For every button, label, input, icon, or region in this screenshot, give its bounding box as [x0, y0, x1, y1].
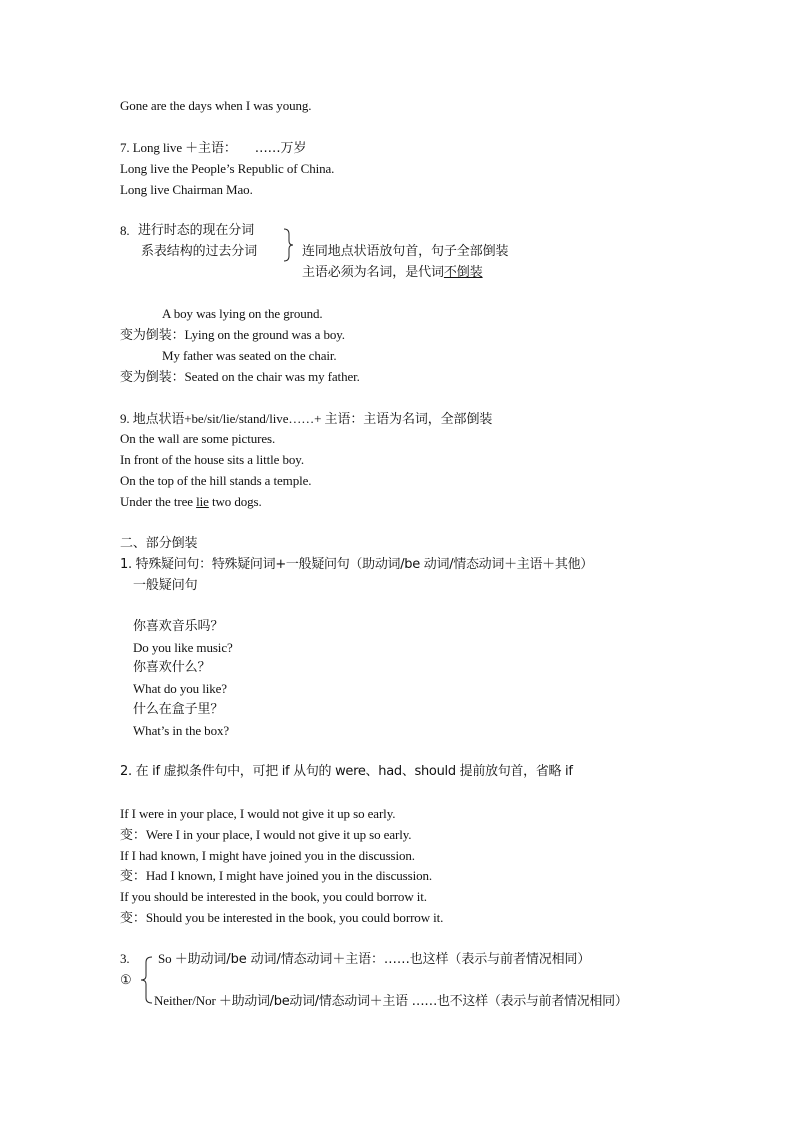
left-brace-icon — [138, 956, 154, 1004]
point-1-heading: 1. 特殊疑问句：特殊疑问词+一般疑问句（助动词/be 动词/情态动词＋主语＋其他） — [120, 557, 593, 572]
example-sentence: A boy was lying on the ground. — [162, 306, 323, 321]
example-sentence: Long live Chairman Mao. — [120, 182, 253, 197]
section-8-number: 8. — [120, 223, 130, 238]
chinese-example: 你喜欢什么？ — [133, 660, 211, 675]
circled-one-marker: ① — [120, 972, 132, 987]
example-sentence: My father was seated on the chair. — [162, 348, 337, 363]
english-example: What’s in the box? — [133, 723, 230, 738]
point-1-subheading: 一般疑问句 — [133, 578, 198, 593]
point-3-number: 3. — [120, 951, 130, 966]
inversion-example: 变为倒装：Seated on the chair was my father. — [120, 369, 360, 385]
section-8-item: 进行时态的现在分词 — [138, 223, 255, 238]
point-2-heading: 2. 在 if 虚拟条件句中，可把 if 从句的 were、had、should 提前放句首，省略 if — [120, 764, 573, 779]
chinese-example: 什么在盒子里？ — [133, 702, 224, 717]
inversion-example: 变：Were I in your place, I would not give it up so early. — [120, 827, 412, 843]
english-example: What do you like? — [133, 681, 227, 696]
section-7-heading: 7. Long live ＋主语： ……万岁 — [120, 140, 307, 156]
section-9-heading: 9. 地点状语+be/sit/lie/stand/live……+ 主语：主语为名词，全部倒装 — [120, 411, 493, 427]
example-sentence: If I were in your place, I would not give it up so early. — [120, 806, 396, 821]
example-sentence: Long live the People’s Republic of China. — [120, 161, 335, 176]
example-sentence: If you should be interested in the book, you could borrow it. — [120, 889, 427, 904]
example-sentence: On the top of the hill stands a temple. — [120, 473, 312, 488]
example-sentence: Under the tree lie two dogs. — [120, 494, 262, 509]
chinese-example: 你喜欢音乐吗？ — [133, 619, 224, 634]
example-sentence: If I had known, I might have joined you in the discussion. — [120, 848, 415, 863]
section-8-rule: 连同地点状语放句首，句子全部倒装 — [302, 244, 509, 259]
right-brace-icon — [282, 228, 296, 262]
english-example: Do you like music? — [133, 640, 233, 655]
section-8-item: 系表结构的过去分词 — [141, 244, 258, 259]
example-sentence: Gone are the days when I was young. — [120, 98, 312, 113]
so-structure: So ＋助动词/be 动词/情态动词＋主语：……也这样（表示与前者情况相同） — [158, 951, 591, 967]
example-sentence: On the wall are some pictures. — [120, 431, 276, 446]
neither-structure: Neither/Nor ＋助动词/be动词/情态动词＋主语 ……也不这样（表示与前者情况相同） — [154, 993, 628, 1009]
inversion-example: 变为倒装：Lying on the ground was a boy. — [120, 327, 345, 343]
example-sentence: In front of the house sits a little boy. — [120, 452, 304, 467]
section-8-rule: 主语必须为名词，是代词不倒装 — [302, 265, 483, 280]
inversion-example: 变：Should you be interested in the book, you could borrow it. — [120, 910, 444, 926]
inversion-example: 变：Had I known, I might have joined you in the discussion. — [120, 868, 433, 884]
part-2-title: 二、部分倒装 — [120, 536, 198, 551]
